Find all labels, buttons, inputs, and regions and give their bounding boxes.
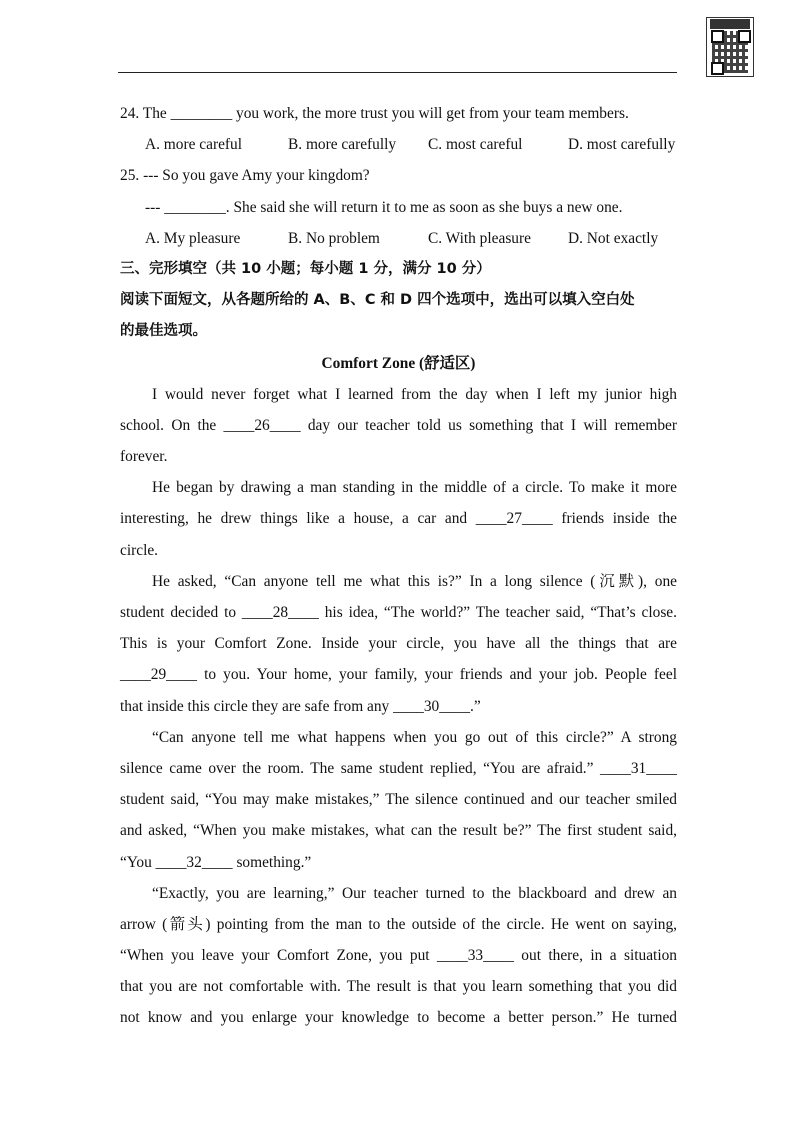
- passage-line: He asked, “Can anyone tell me what this is?” In a long silence (沉默), one: [152, 572, 677, 590]
- q24-option-a: A. more careful: [145, 136, 242, 154]
- passage-line: school. On the ____26____ day our teacher told us something that I will remember: [120, 416, 677, 434]
- passage-line: ____29____ to you. Your home, your family, your friends and your job. People feel: [120, 666, 677, 684]
- q25-options: [120, 223, 677, 254]
- q24-stem: 24. The ________ you work, the more trust you will get from your team members.: [120, 105, 629, 122]
- qr-header-bar: [710, 19, 750, 29]
- qr-finder-bottom-left: [711, 62, 724, 75]
- passage-line: I would never forget what I learned from the day when I left my junior high: [152, 385, 677, 403]
- q25-option-d: D. Not exactly: [568, 229, 659, 247]
- passage-line: arrow (箭头) pointing from the man to the outside of the circle. He went on saying,: [120, 915, 677, 933]
- q24-option-b: B. more carefully: [288, 136, 397, 154]
- qr-finder-top-left: [711, 30, 724, 43]
- q25-option-c: C. With pleasure: [428, 229, 531, 247]
- section-instruction-2: 的最佳选项。: [120, 323, 207, 340]
- passage-line: interesting, he drew things like a house, a car and ____27____ friends inside the: [120, 510, 677, 528]
- section-heading: 三、完形填空（共 10 小题；每小题 1 分，满分 10 分）: [120, 260, 491, 277]
- passage-line: that inside this circle they are safe from any ____30____.”: [120, 697, 481, 715]
- passage-title: Comfort Zone (舒适区): [321, 354, 476, 372]
- q25-option-a: A. My pleasure: [145, 229, 241, 247]
- q24-option-c: C. most careful: [428, 136, 523, 154]
- q25-stem: 25. --- So you gave Amy your kingdom?: [120, 167, 370, 185]
- passage-line: He began by drawing a man standing in the middle of a circle. To make it more: [152, 479, 677, 497]
- section-instruction-1: 阅读下面短文，从各题所给的 A、B、C 和 D 四个选项中，选出可以填入空白处: [120, 292, 635, 309]
- passage-line: “Exactly, you are learning,” Our teacher turned to the blackboard and drew an: [152, 884, 677, 902]
- passage-line: “When you leave your Comfort Zone, you put ____33____ out there, in a situation: [120, 947, 677, 965]
- header-rule: [118, 72, 677, 73]
- passage-line: that you are not comfortable with. The result is that you learn something that you did: [120, 978, 677, 996]
- passage-line: forever.: [120, 448, 168, 466]
- q25-reply: --- ________. She said she will return it to me as soon as she buys a new one.: [145, 198, 623, 216]
- passage-line: student said, “You may make mistakes,” The silence continued and our teacher smiled: [120, 791, 677, 809]
- passage-line: circle.: [120, 541, 159, 559]
- passage-line: student decided to ____28____ his idea, “The world?” The teacher said, “That’s close.: [120, 604, 677, 621]
- passage-line: This is your Comfort Zone. Inside your circle, you have all the things that are: [120, 635, 677, 653]
- passage-line: silence came over the room. The same student replied, “You are afraid.” ____31____: [120, 759, 677, 777]
- passage-line: “You ____32____ something.”: [120, 853, 312, 871]
- q24-options: [120, 129, 677, 160]
- page-content: [120, 98, 677, 1034]
- q25-option-b: B. No problem: [288, 229, 380, 247]
- passage-line: and asked, “When you make mistakes, what can the result be?” The first student said,: [120, 822, 677, 840]
- passage-line: “Can anyone tell me what happens when you go out of this circle?” A strong: [152, 728, 677, 746]
- qr-finder-top-right: [738, 30, 751, 43]
- qr-code: [706, 17, 754, 77]
- q24-option-d: D. most carefully: [568, 136, 676, 154]
- passage-line: not know and you enlarge your knowledge to become a better person.” He turned: [120, 1009, 677, 1027]
